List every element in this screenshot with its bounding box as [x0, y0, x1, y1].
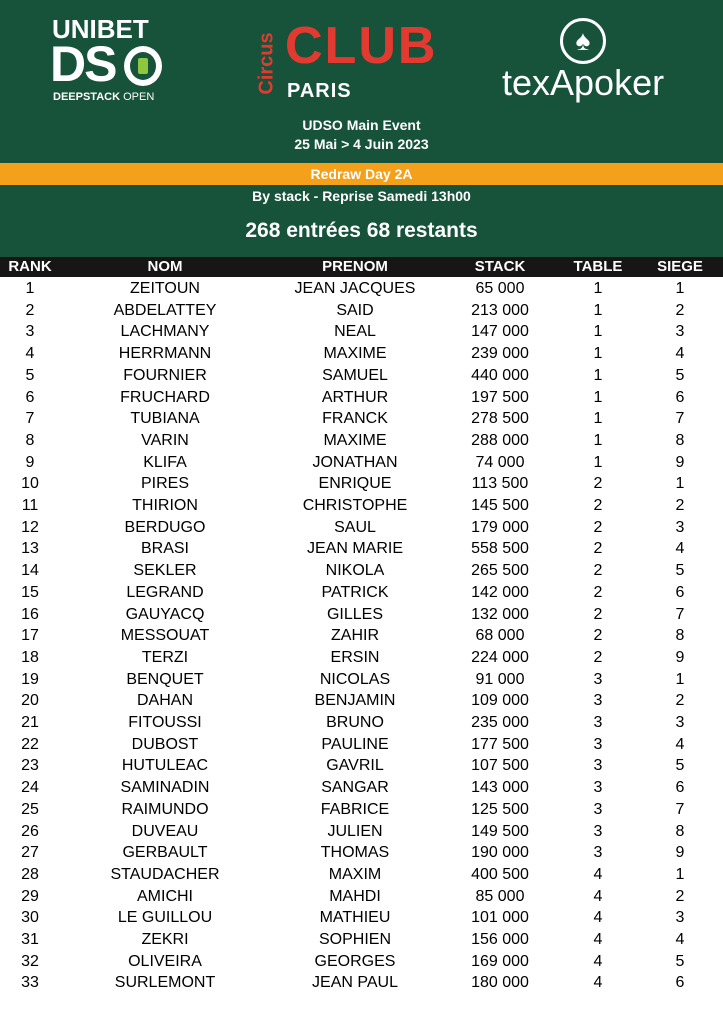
stack-cell: 101 000 — [471, 909, 529, 927]
stack-cell: 147 000 — [471, 323, 529, 341]
stack-cell: 149 500 — [471, 822, 529, 840]
nom-cell: LEGRAND — [126, 583, 204, 601]
rank-cell: 21 — [21, 714, 39, 731]
stack-cell: 156 000 — [471, 931, 529, 948]
table-row — [0, 278, 723, 300]
rank-cell: 17 — [21, 627, 39, 645]
table-cell: 3 — [593, 757, 603, 775]
siege-cell: 1 — [675, 475, 685, 493]
table-cell: 2 — [593, 540, 603, 558]
rank-cell: 7 — [25, 410, 35, 428]
prenom-cell: PATRICK — [321, 583, 389, 601]
prenom-cell: NEAL — [334, 323, 376, 341]
prenom-cell: SAUL — [334, 518, 376, 536]
nom-cell: TERZI — [141, 648, 189, 666]
paris-logo-text: PARIS — [287, 80, 352, 102]
nom-cell: DAHAN — [136, 692, 193, 710]
col-siege: SIEGE — [657, 258, 703, 275]
siege-cell: 9 — [675, 648, 685, 666]
rank-cell: 16 — [21, 605, 39, 623]
subheader — [0, 185, 723, 257]
rank-cell: 22 — [21, 735, 39, 753]
rank-cell: 3 — [25, 323, 35, 341]
siege-cell: 4 — [675, 735, 685, 753]
nom-cell: FITOUSSI — [128, 714, 202, 731]
table-row — [0, 669, 723, 691]
siege-cell: 6 — [675, 974, 685, 992]
entries-count: 268 entrées 68 restants — [245, 219, 478, 242]
nom-cell: HUTULEAC — [121, 757, 209, 775]
stack-cell: 65 000 — [475, 280, 525, 297]
table-header — [0, 257, 723, 277]
table-row — [0, 582, 723, 604]
event-dates: 25 Mai > 4 Juin 2023 — [294, 136, 429, 152]
rank-cell: 28 — [21, 865, 39, 883]
table-row — [0, 387, 723, 409]
siege-cell: 2 — [675, 887, 685, 905]
table-row — [0, 821, 723, 843]
siege-cell: 8 — [675, 822, 685, 840]
nom-cell: GERBAULT — [122, 844, 208, 862]
siege-cell: 9 — [675, 844, 685, 862]
table-row — [0, 777, 723, 799]
prenom-cell: ZAHIR — [331, 627, 379, 645]
dso-logo-text: DS — [50, 36, 116, 92]
stack-cell: 142 000 — [471, 583, 529, 601]
stack-cell: 224 000 — [471, 648, 529, 666]
nom-cell: FRUCHARD — [120, 388, 210, 406]
nom-cell: KLIFA — [143, 453, 187, 471]
table-row — [0, 300, 723, 322]
table-row — [0, 929, 723, 951]
siege-cell: 7 — [675, 800, 685, 818]
table-cell: 4 — [593, 952, 603, 970]
prenom-cell: PAULINE — [321, 735, 389, 753]
nom-cell: LE GUILLOU — [117, 909, 213, 927]
table-row — [0, 538, 723, 560]
table-row — [0, 560, 723, 582]
prenom-cell: SAMUEL — [322, 366, 388, 384]
rank-cell: 27 — [21, 844, 39, 862]
stack-cell: 143 000 — [471, 779, 529, 797]
rank-cell: 12 — [21, 518, 39, 536]
table-cell: 2 — [593, 475, 603, 493]
siege-cell: 8 — [675, 431, 685, 449]
unibet-logo-text: UNIBET — [52, 14, 149, 44]
siege-cell: 3 — [675, 323, 685, 341]
rank-cell: 9 — [25, 453, 35, 471]
siege-cell: 1 — [675, 280, 685, 297]
nom-cell: SAMINADIN — [120, 779, 210, 797]
siege-cell: 5 — [675, 757, 685, 775]
prenom-cell: ERSIN — [330, 648, 380, 666]
siege-cell: 5 — [675, 562, 685, 580]
stack-cell: 91 000 — [475, 670, 525, 688]
nom-cell: RAIMUNDO — [121, 800, 209, 818]
rank-cell: 8 — [25, 431, 35, 449]
circus-logo-text: Circus — [255, 32, 278, 95]
prenom-cell: JEAN PAUL — [312, 974, 398, 992]
siege-cell: 4 — [675, 931, 685, 948]
table-cell: 1 — [593, 366, 603, 384]
rank-cell: 14 — [21, 562, 39, 580]
nom-cell: VARIN — [141, 431, 189, 449]
table-cell: 4 — [593, 865, 603, 883]
prenom-cell: CHRISTOPHE — [302, 497, 408, 514]
prenom-cell: THOMAS — [320, 844, 390, 862]
stack-cell: 180 000 — [471, 974, 529, 992]
prenom-cell: ARTHUR — [321, 388, 389, 406]
siege-cell: 3 — [675, 909, 685, 927]
stack-cell: 109 000 — [471, 692, 529, 710]
texapoker-logo-text: texApoker — [502, 62, 665, 103]
table-row — [0, 951, 723, 973]
table-row — [0, 473, 723, 495]
rank-cell: 2 — [25, 301, 35, 319]
stack-cell: 125 500 — [471, 800, 529, 818]
rank-cell: 15 — [21, 583, 39, 601]
prenom-cell: SANGAR — [321, 779, 389, 797]
siege-cell: 2 — [675, 692, 685, 710]
table-cell: 1 — [593, 431, 603, 449]
table-cell: 1 — [593, 345, 603, 363]
rank-cell: 4 — [25, 345, 35, 363]
stack-cell: 179 000 — [471, 518, 529, 536]
stack-cell: 132 000 — [471, 605, 529, 623]
table-cell: 1 — [593, 280, 603, 297]
prenom-cell: GAVRIL — [326, 757, 384, 775]
table-row — [0, 972, 723, 994]
stack-cell: 177 500 — [471, 735, 529, 753]
table-cell: 4 — [593, 974, 603, 992]
nom-cell: BRASI — [140, 540, 189, 558]
rank-cell: 1 — [25, 280, 35, 297]
rank-cell: 18 — [21, 648, 39, 666]
table-cell: 3 — [593, 670, 603, 688]
siege-cell: 5 — [675, 366, 685, 384]
nom-cell: HERRMANN — [118, 345, 212, 363]
stack-cell: 278 500 — [471, 410, 529, 428]
table-cell: 2 — [593, 605, 603, 623]
table-row — [0, 712, 723, 734]
col-stack: STACK — [474, 258, 526, 275]
table-row — [0, 907, 723, 929]
siege-cell: 9 — [675, 453, 685, 471]
nom-cell: PIRES — [140, 475, 189, 493]
rank-cell: 5 — [25, 366, 35, 384]
siege-cell: 3 — [675, 518, 685, 536]
table-cell: 1 — [593, 410, 603, 428]
siege-cell: 5 — [675, 952, 685, 970]
table-cell: 1 — [593, 323, 603, 341]
stack-cell: 74 000 — [475, 453, 525, 471]
prenom-cell: BRUNO — [326, 714, 384, 731]
prenom-cell: SOPHIEN — [318, 931, 391, 948]
table-cell: 1 — [593, 301, 603, 319]
rank-cell: 24 — [21, 779, 39, 797]
rank-cell: 6 — [25, 388, 35, 406]
table-cell: 2 — [593, 518, 603, 536]
nom-cell: TUBIANA — [130, 410, 200, 428]
siege-cell: 1 — [675, 670, 685, 688]
table-row — [0, 734, 723, 756]
col-nom: NOM — [147, 258, 183, 275]
prenom-cell: ENRIQUE — [318, 475, 392, 493]
siege-cell: 6 — [675, 583, 685, 601]
redraw-banner: Redraw Day 2A — [0, 163, 723, 185]
event-title: UDSO Main Event — [302, 117, 421, 133]
table-cell: 4 — [593, 909, 603, 927]
table-cell: 2 — [593, 497, 603, 514]
prenom-cell: BENJAMIN — [314, 692, 396, 710]
nom-cell: SEKLER — [133, 562, 197, 580]
table-row — [0, 842, 723, 864]
nom-cell: BENQUET — [126, 670, 204, 688]
nom-cell: GAUYACQ — [125, 605, 205, 623]
siege-cell: 6 — [675, 779, 685, 797]
table-cell: 1 — [593, 388, 603, 406]
nom-cell: MESSOUAT — [120, 627, 210, 645]
table-row — [0, 517, 723, 539]
siege-cell: 4 — [675, 540, 685, 558]
rank-cell: 10 — [21, 475, 39, 493]
stack-cell: 235 000 — [471, 714, 529, 731]
table-row — [0, 690, 723, 712]
stack-cell: 265 500 — [471, 562, 529, 580]
nom-cell: LACHMANY — [120, 323, 210, 341]
siege-cell: 3 — [675, 714, 685, 731]
table-cell: 3 — [593, 822, 603, 840]
event-info — [0, 116, 723, 154]
rank-cell: 33 — [21, 974, 39, 992]
nom-cell: THIRION — [132, 497, 198, 514]
nom-cell: OLIVEIRA — [128, 952, 202, 970]
prenom-cell: NIKOLA — [325, 562, 385, 580]
siege-cell: 7 — [675, 410, 685, 428]
table-row — [0, 408, 723, 430]
table-row — [0, 799, 723, 821]
prenom-cell: MATHIEU — [319, 909, 391, 927]
stack-cell: 85 000 — [475, 887, 525, 905]
table-row — [0, 647, 723, 669]
prenom-cell: MAXIME — [323, 345, 387, 363]
nom-cell: STAUDACHER — [110, 865, 220, 883]
table-row — [0, 625, 723, 647]
table-row — [0, 755, 723, 777]
prenom-cell: GEORGES — [314, 952, 396, 970]
col-table: TABLE — [573, 258, 623, 275]
rank-cell: 25 — [21, 800, 39, 818]
prenom-cell: JEAN JACQUES — [294, 280, 416, 297]
subtitle: By stack - Reprise Samedi 13h00 — [252, 188, 471, 204]
nom-cell: SURLEMONT — [114, 974, 216, 992]
stack-cell: 113 500 — [471, 475, 529, 493]
spade-icon: ♠ — [560, 18, 606, 64]
rank-cell: 32 — [21, 952, 39, 970]
prenom-cell: SAID — [336, 301, 374, 319]
stack-cell: 440 000 — [471, 366, 529, 384]
prenom-cell: MAXIME — [323, 431, 387, 449]
stack-cell: 400 500 — [471, 865, 529, 883]
table-row — [0, 864, 723, 886]
table-cell: 2 — [593, 583, 603, 601]
header — [0, 0, 723, 163]
prenom-cell: MAHDI — [329, 887, 381, 905]
nom-cell: ABDELATTEY — [113, 301, 217, 319]
table-cell: 2 — [593, 648, 603, 666]
stack-cell: 68 000 — [475, 627, 525, 645]
prenom-cell: FRANCK — [322, 410, 388, 428]
table-cell: 3 — [593, 844, 603, 862]
siege-cell: 2 — [675, 301, 685, 319]
rank-cell: 19 — [21, 670, 39, 688]
chip-icon — [124, 46, 162, 86]
stack-cell: 145 500 — [471, 497, 529, 514]
table-row — [0, 495, 723, 517]
prenom-cell: FABRICE — [320, 800, 390, 818]
nom-cell: ZEITOUN — [130, 280, 200, 297]
table-row — [0, 343, 723, 365]
stack-cell: 239 000 — [471, 345, 529, 363]
prenom-cell: GILLES — [326, 605, 384, 623]
club-logo-text: CLUB — [285, 17, 438, 75]
col-prenom: PRENOM — [322, 258, 388, 275]
siege-cell: 8 — [675, 627, 685, 645]
stack-cell: 169 000 — [471, 952, 529, 970]
prenom-cell: MAXIM — [328, 865, 382, 883]
nom-cell: ZEKRI — [141, 931, 189, 948]
table-cell: 2 — [593, 562, 603, 580]
stack-cell: 213 000 — [471, 301, 529, 319]
table-cell: 3 — [593, 692, 603, 710]
rank-cell: 26 — [21, 822, 39, 840]
stack-cell: 190 000 — [471, 844, 529, 862]
table-cell: 3 — [593, 714, 603, 731]
rank-cell: 29 — [21, 887, 39, 905]
rank-cell: 11 — [21, 497, 39, 514]
siege-cell: 2 — [675, 497, 685, 514]
table-row — [0, 452, 723, 474]
stack-cell: 197 500 — [471, 388, 529, 406]
prenom-cell: NICOLAS — [319, 670, 391, 688]
rank-cell: 23 — [21, 757, 39, 775]
table-row — [0, 886, 723, 908]
table-cell: 4 — [593, 931, 603, 948]
prenom-cell: JONATHAN — [312, 453, 398, 471]
nom-cell: AMICHI — [137, 887, 193, 905]
prenom-cell: JULIEN — [327, 822, 383, 840]
table-row — [0, 321, 723, 343]
prenom-cell: JEAN MARIE — [306, 540, 403, 558]
nom-cell: FOURNIER — [123, 366, 207, 384]
table-row — [0, 430, 723, 452]
nom-cell: DUBOST — [131, 735, 199, 753]
table-row — [0, 604, 723, 626]
rank-cell: 31 — [21, 931, 39, 948]
stack-cell: 288 000 — [471, 431, 529, 449]
siege-cell: 4 — [675, 345, 685, 363]
siege-cell: 1 — [675, 865, 685, 883]
siege-cell: 6 — [675, 388, 685, 406]
table-row — [0, 365, 723, 387]
table-cell: 3 — [593, 800, 603, 818]
table-cell: 1 — [593, 453, 603, 471]
nom-cell: DUVEAU — [131, 822, 199, 840]
siege-cell: 7 — [675, 605, 685, 623]
table-cell: 2 — [593, 627, 603, 645]
table-cell: 3 — [593, 735, 603, 753]
stack-cell: 107 500 — [471, 757, 529, 775]
col-rank: RANK — [8, 258, 52, 275]
table-cell: 4 — [593, 887, 603, 905]
rank-cell: 20 — [21, 692, 39, 710]
table-cell: 3 — [593, 779, 603, 797]
deepstack-open-text: DEEPSTACK OPEN — [53, 91, 155, 103]
rank-cell: 30 — [21, 909, 39, 927]
rank-cell: 13 — [21, 540, 39, 558]
nom-cell: BERDUGO — [124, 518, 206, 536]
stack-cell: 558 500 — [471, 540, 529, 558]
